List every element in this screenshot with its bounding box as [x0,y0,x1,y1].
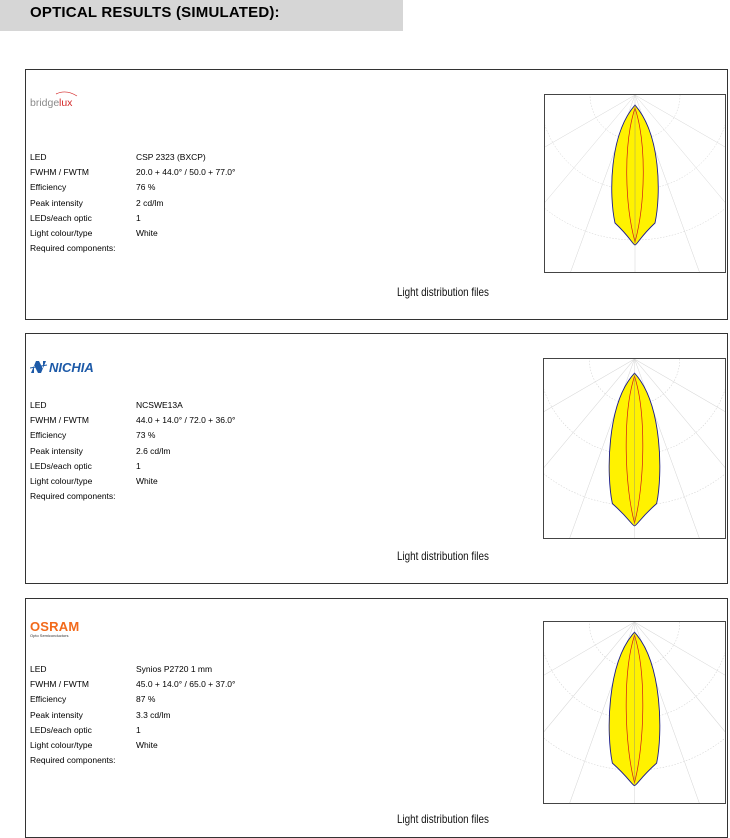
spec-value: White [136,475,158,486]
spec-row-efficiency [30,692,235,707]
light-distribution-files-link[interactable]: Light distribution files [397,812,489,826]
nichia-logo [30,359,120,380]
spec-row-led [30,398,235,413]
spec-value: Synios P2720 1 mm [136,664,213,674]
spec-row-components [30,489,235,504]
spec-label: Peak intensity [30,197,83,208]
spec-table [30,398,235,504]
polar-diagram [543,358,726,539]
spec-value: 20.0 + 44.0° / 50.0 + 77.0° [136,167,236,178]
spec-table [30,150,235,256]
spec-row-led [30,662,235,677]
osram-logo-subtext: Opto Semiconductors [30,633,69,638]
spec-label: Peak intensity [30,445,83,456]
spec-label: LED [30,400,47,410]
spec-value: 2.6 cd/lm [136,445,171,456]
nichia-emblem-icon [30,361,47,373]
bridgelux-logo-text: bridge [30,97,60,109]
osram-logo [30,620,79,639]
spec-value: 1 [136,724,141,735]
spec-value: 87 % [136,694,156,705]
spec-label: FWHM / FWTM [30,167,90,178]
product-card-osram [25,598,728,838]
spec-value: White [136,739,158,750]
spec-value: CSP 2323 (BXCP) [136,152,206,162]
spec-label: Efficiency [30,182,67,193]
spec-label: Efficiency [30,430,67,441]
spec-row-leds [30,459,235,474]
spec-row-peak [30,196,235,211]
spec-row-peak [30,708,235,723]
spec-row-efficiency [30,428,235,443]
spec-row-leds [30,723,235,738]
polar-diagram [543,621,726,804]
spec-label: FWHM / FWTM [30,679,90,690]
spec-value: 44.0 + 14.0° / 72.0 + 36.0° [136,415,236,426]
spec-value: 73 % [136,430,156,441]
spec-value: 3.3 cd/lm [136,709,171,720]
spec-row-components [30,241,235,256]
bridgelux-logo [30,91,90,116]
polar-plot [545,95,725,272]
spec-value: 76 % [136,182,156,193]
spec-label: Peak intensity [30,709,83,720]
spec-row-led [30,150,235,165]
light-distribution-files-link[interactable]: Light distribution files [397,549,489,563]
header-bar [0,0,403,31]
spec-row-components [30,753,235,768]
spec-label: Light colour/type [30,227,93,238]
spec-value: 2 cd/lm [136,197,164,208]
spec-row-colour [30,226,235,241]
spec-label: Light colour/type [30,739,93,750]
spec-label: Required components: [30,491,116,502]
spec-value: 1 [136,460,141,471]
spec-value: 45.0 + 14.0° / 65.0 + 37.0° [136,679,236,690]
spec-label: LED [30,152,47,162]
spec-row-efficiency [30,180,235,195]
spec-label: Required components: [30,755,116,766]
spec-row-colour [30,474,235,489]
polar-plot [544,622,725,803]
spec-label: Efficiency [30,694,67,705]
spec-label: LEDs/each optic [30,724,92,735]
spec-row-leds [30,211,235,226]
spec-row-colour [30,738,235,753]
spec-label: FWHM / FWTM [30,415,90,426]
spec-row-fwhm [30,677,235,692]
spec-value: NCSWE13A [136,400,183,410]
spec-value: 1 [136,212,141,223]
polar-diagram [544,94,726,273]
nichia-logo-text: NICHIA [49,360,94,375]
spec-label: LED [30,664,47,674]
polar-plot [544,359,725,538]
spec-label: LEDs/each optic [30,460,92,471]
spec-table [30,662,235,768]
spec-row-peak [30,444,235,459]
spec-row-fwhm [30,413,235,428]
page-title: OPTICAL RESULTS (SIMULATED): [30,4,280,21]
osram-logo-text: OSRAM [30,619,80,634]
product-card-nichia [25,333,728,584]
spec-label: Required components: [30,243,116,254]
spec-value: White [136,227,158,238]
bridgelux-logo-accent: lux [59,97,73,109]
light-distribution-files-link[interactable]: Light distribution files [397,285,489,299]
spec-label: Light colour/type [30,475,93,486]
spec-row-fwhm [30,165,235,180]
product-card-bridgelux [25,69,728,320]
spec-label: LEDs/each optic [30,212,92,223]
